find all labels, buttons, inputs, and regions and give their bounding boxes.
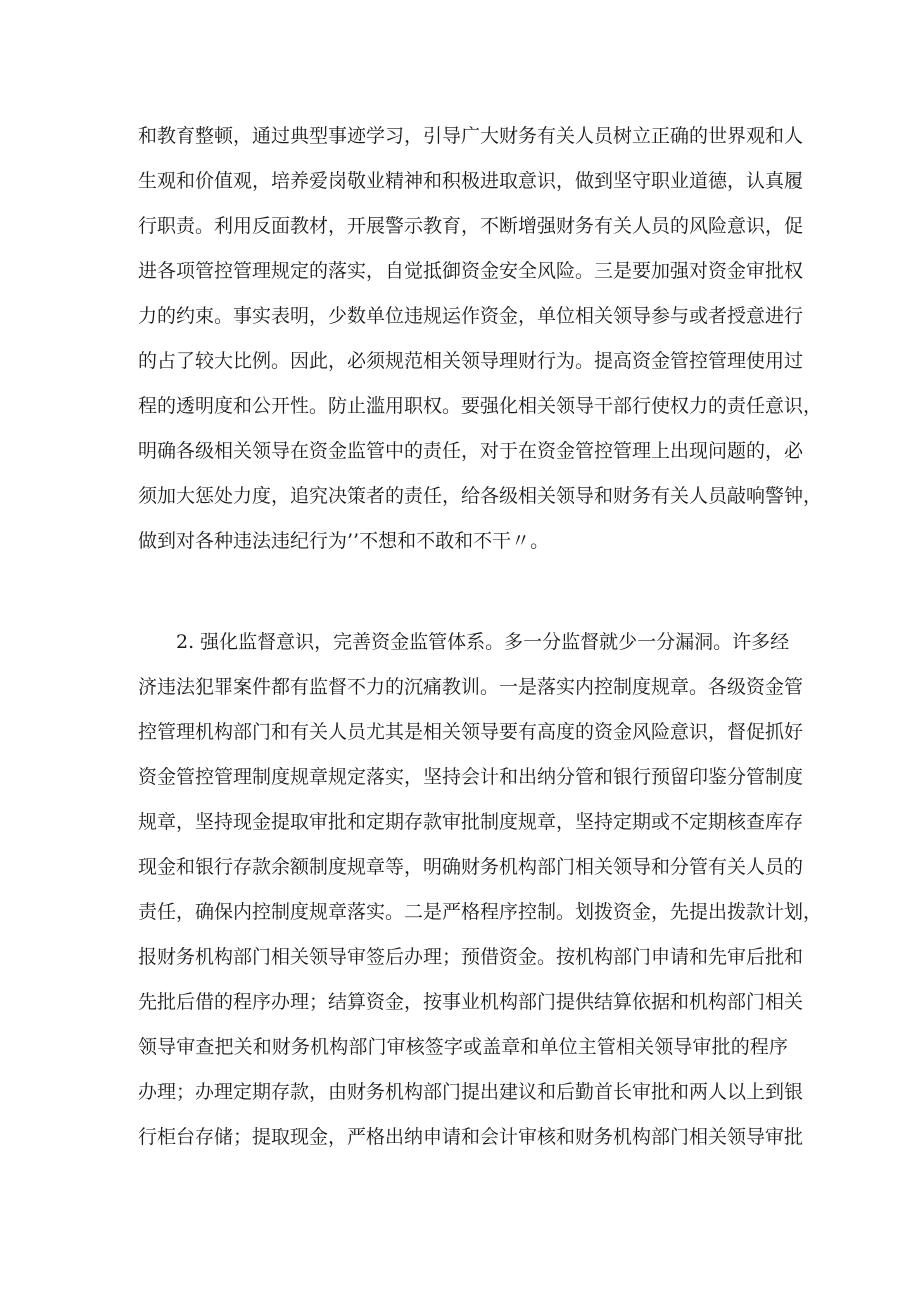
paragraph-2-line: 规章，坚持现金提取审批和定期存款审批制度规章，坚持定期或不定期核查库存 <box>138 811 804 833</box>
paragraph-2-line: 报财务机构部门相关领导审签后办理；预借资金。按机构部门申请和先审后批和 <box>138 946 804 968</box>
paragraph-1-line: 须加大惩处力度，追究决策者的责任，给各级相关领导和财务有关人员敲响警钟， <box>138 485 823 507</box>
paragraph-1-line: 行职责。利用反面教材，开展警示教育，不断增强财务有关人员的风险意识，促 <box>138 215 804 237</box>
paragraph-2-line: 现金和银行存款余额制度规章等，明确财务机构部门相关领导和分管有关人员的 <box>138 856 804 878</box>
paragraph-1-line: 和教育整顿，通过典型事迹学习，引导广大财务有关人员树立正确的世界观和人 <box>138 125 804 147</box>
paragraph-2-line: 领导审查把关和财务机构部门审核签字或盖章和单位主管相关领导审批的程序 <box>138 1036 788 1058</box>
paragraph-1-line: 程的透明度和公开性。防止滥用职权。要强化相关领导干部行使权力的责任意识， <box>138 395 823 417</box>
paragraph-1-line: 明确各级相关领导在资金监管中的责任，对于在资金管控管理上出现问题的，必 <box>138 440 804 462</box>
paragraph-2-line: 济违法犯罪案件都有监督不力的沉痛教训。一是落实内控制度规章。各级资金管 <box>138 676 804 698</box>
paragraph-2-line: 行柜台存储；提取现金，严格出纳申请和会计审核和财务机构部门相关领导审批 <box>138 1126 804 1148</box>
paragraph-2-line: 控管理机构部门和有关人员尤其是相关领导要有高度的资金风险意识，督促抓好 <box>138 721 804 743</box>
paragraph-2-line: 2. 强化监督意识，完善资金监管体系。多一分监督就少一分漏洞。许多经 <box>176 631 790 653</box>
paragraph-1-line: 进各项管控管理规定的落实，自觉抵御资金安全风险。三是要加强对资金审批权 <box>138 260 804 282</box>
paragraph-1-line: 的占了较大比例。因此，必须规范相关领导理财行为。提高资金管控管理使用过 <box>138 350 804 372</box>
paragraph-1-line: 力的约束。事实表明，少数单位违规运作资金，单位相关领导参与或者授意进行 <box>138 305 804 327</box>
paragraph-1-line: 做到对各种违法违纪行为’’不想和不敢和不干〃。 <box>138 530 550 552</box>
paragraph-2-line: 办理；办理定期存款，由财务机构部门提出建议和后勤首长审批和两人以上到银 <box>138 1081 804 1103</box>
paragraph-2-line: 责任，确保内控制度规章落实。二是严格程序控制。划拨资金，先提出拨款计划， <box>138 901 823 923</box>
paragraph-1-line: 生观和价值观，培养爱岗敬业精神和积极进取意识，做到坚守职业道德，认真履 <box>138 170 804 192</box>
paragraph-2-line: 资金管控管理制度规章规定落实，坚持会计和出纳分管和银行预留印鉴分管制度 <box>138 766 804 788</box>
paragraph-2-line: 先批后借的程序办理；结算资金，按事业机构部门提供结算依据和机构部门相关 <box>138 991 804 1013</box>
